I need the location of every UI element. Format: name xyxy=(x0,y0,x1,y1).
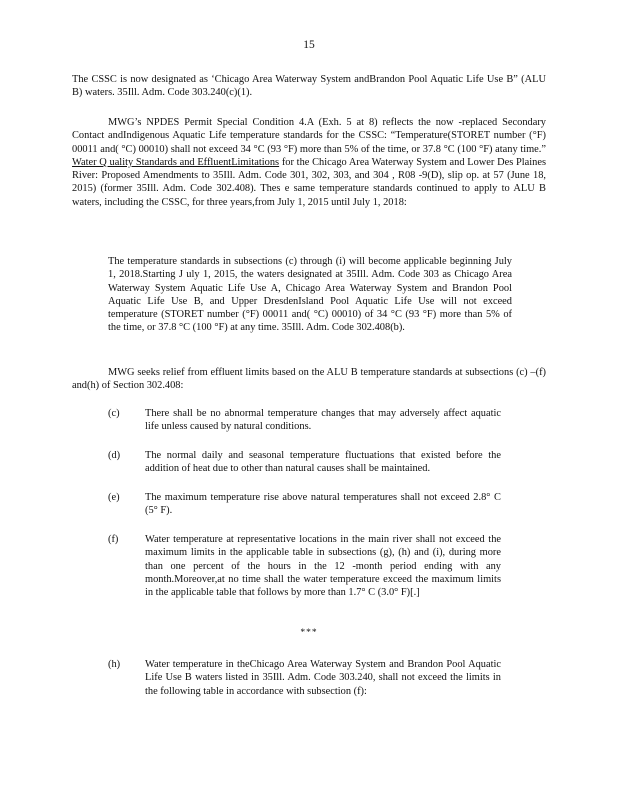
cited-decision-title: Water Q uality Standards and EffluentLimitations xyxy=(72,156,280,168)
subsection-text: The maximum temperature rise above natural temperatures shall not exceed 2.8° C (5° F). xyxy=(145,492,501,517)
omission-separator: *** xyxy=(300,628,318,638)
paragraph-mwg-relief: MWG seeks relief from effluent limits based on the ALU B temperature standards at subsections (c) –(f) and(h) of Section 302.408: xyxy=(72,367,546,392)
paragraph-npdes-text-a: MWG’s NPDES Permit Special Condition 4.A (Exh. 5 at 8) reflects the now -replaced Secondary Contact andIndigenous Aquatic Life temperature standards for the CSSC: “Temperature(STORET number (°F) 00011 and( °C) 00010) shall not exceed 34 °C (93 °F) more than 5% of the time, or 37.8 °C (100 °F) atany time.” xyxy=(72,117,546,155)
subsection-label: (d) xyxy=(108,450,121,461)
subsection-text: Water temperature at representative locations in the main river shall not exceed the maximum limits in the applicable table in subsections (g), (h) and (i), during more than one percent of the hours in the 12 -month period ending with any month.Moreover,at no time shall the water temperature exceed the maximum limits in the applicable table that follows by more than 1.7° C (3.0° F)[.] xyxy=(145,534,501,599)
subsection-text: The normal daily and seasonal temperature fluctuations that existed before the addition of heat due to other than natural causes shall be maintained. xyxy=(145,450,501,475)
paragraph-npdes-condition xyxy=(72,116,546,209)
subsection-text: Water temperature in theChicago Area Waterway System and Brandon Pool Aquatic Life Use B waters listed in 35Ill. Adm. Code 303.240, shall not exceed the limits in the following table in accordance with subsection (f): xyxy=(145,659,501,697)
subsection-text: There shall be no abnormal temperature changes that may adversely affect aquatic life unless caused by natural conditions. xyxy=(145,408,501,433)
block-quote-temperature-standards: The temperature standards in subsections (c) through (i) will become applicable beginning July 1, 2018.Starting J uly 1, 2015, the waters designated at 35Ill. Adm. Code 303 as Chicago Area Waterway System Aquatic Life Use A, Chicago Area Waterway System and Brandon Pool Aquatic Life Use B, and Upper DresdenIsland Pool Aquatic Life Use will not exceed temperature (STORET number (°F) 00011 and( °C) 00010) of 34 °C (93 °F) more than 5% of the time, or 37.8 °C (100 °F) at any time. 35Ill. Adm. Code 302.408(b). xyxy=(108,256,512,334)
subsection-label: (e) xyxy=(108,492,120,503)
page-number: 15 xyxy=(303,39,315,51)
paragraph-npdes-text-b: for the Chicago Area Waterway System and Lower Des Plaines River: Proposed Amendments to 35Ill. Adm. Code 301, 302, 303, and 304 , R08 -9(D), slip op. at 57 (June 18, 2015) (former 35Ill. Adm. Code 302.408). Thes e same temperature standards continued to apply to ALU B waters, including the CSSC, for three years,from July 1, 2015 until July 1, 2018: xyxy=(72,156,547,208)
subsection-label: (h) xyxy=(108,659,121,670)
subsection-label: (c) xyxy=(108,408,120,419)
subsection-label: (f) xyxy=(108,534,119,545)
paragraph-cssc-designation: The CSSC is now designated as ‘Chicago Area Waterway System andBrandon Pool Aquatic Life Use B” (ALU B) waters. 35Ill. Adm. Code 303.240(c)(1). xyxy=(72,74,546,99)
